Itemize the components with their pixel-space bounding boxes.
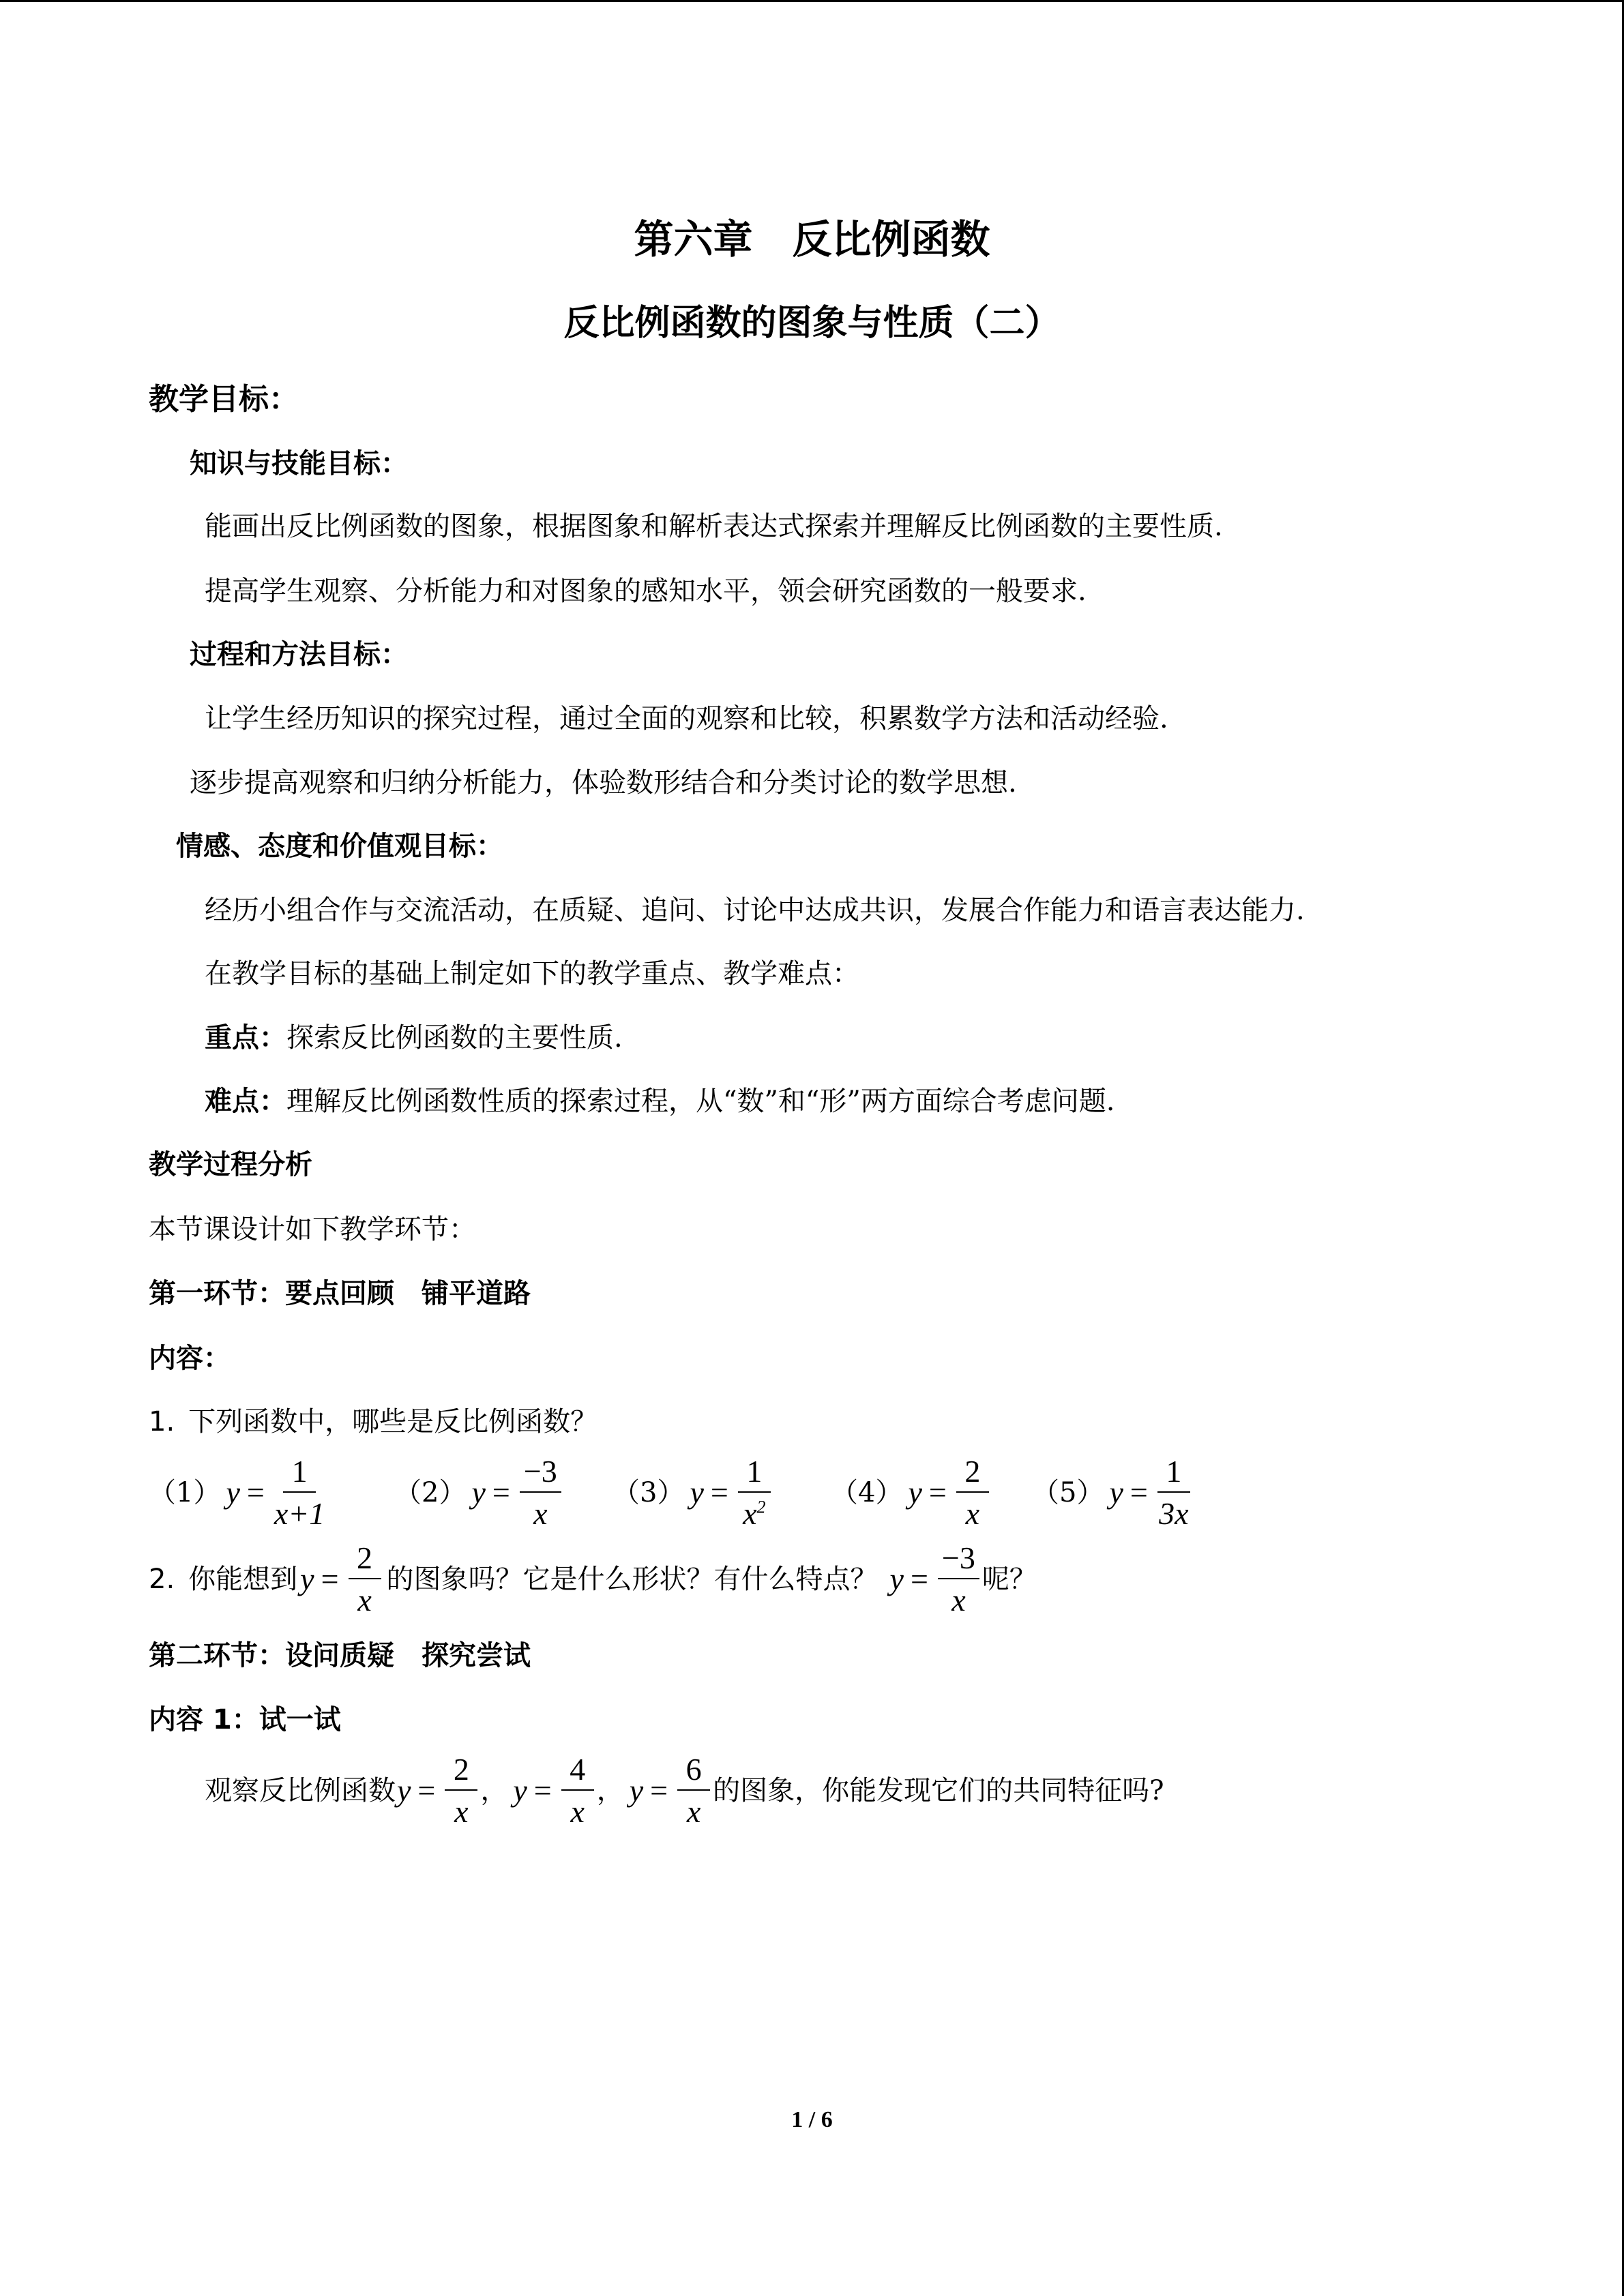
fraction: $\frac{4}{x}$: [561, 1754, 594, 1828]
difficulty-label: 难点：: [205, 1086, 286, 1117]
knowledge-goal-2: 提高学生观察、分析能力和对图象的感知水平，领会研究函数的一般要求.: [205, 576, 1087, 607]
knowledge-goal-1: 能画出反比例函数的图象，根据图象和解析表达式探索并理解反比例函数的主要性质.: [205, 511, 1223, 542]
content-heading: 内容：: [149, 1343, 231, 1374]
emotion-goal-1: 经历小组合作与交流活动，在质疑、追问、讨论中达成共识，发展合作能力和语言表达能力.: [205, 895, 1305, 926]
option-5: （5） y = $\frac{1}{3x}$: [1032, 1456, 1193, 1530]
difficulty-text: 理解反比例函数性质的探索过程，从“数”和“形”两方面综合考虑问题.: [286, 1086, 1115, 1117]
difficulty-point: [205, 1088, 1115, 1115]
key-point-label: 重点：: [205, 1022, 286, 1054]
option-3: （3） y = $\frac{1}{x^2}$: [612, 1456, 773, 1530]
key-point-text: 探索反比例函数的主要性质.: [286, 1022, 623, 1054]
emotion-heading: 情感、态度和价值观目标：: [176, 831, 503, 862]
page-subtitle: 反比例函数的图象与性质（二）: [563, 303, 1061, 344]
fraction: $\frac{-3}{x}$: [938, 1542, 979, 1616]
stage2-heading: 第二环节：设问质疑 探究尝试: [149, 1640, 531, 1671]
process-heading: 过程和方法目标：: [190, 639, 408, 670]
question-1: 1. 下列函数中，哪些是反比例函数？: [149, 1406, 598, 1437]
fraction: $\frac{2}{x}$: [956, 1456, 989, 1530]
process-goal-1: 让学生经历知识的探究过程，通过全面的观察和比较，积累数学方法和活动经验.: [205, 703, 1168, 734]
option-2: （2） y = $\frac{-3}{x}$: [394, 1456, 564, 1530]
process-analysis-heading: 教学过程分析: [149, 1149, 312, 1180]
process-analysis-intro: 本节课设计如下教学环节：: [149, 1214, 476, 1245]
fraction: $\frac{-3}{x}$: [520, 1456, 561, 1530]
fraction: $\frac{2}{x}$: [349, 1542, 381, 1616]
fraction: $\frac{1}{3x}$: [1157, 1456, 1190, 1530]
observe-question: 观察反比例函数 y = $\frac{2}{x}$ ， y = $\frac{4}{x}$ ， y = $\frac{6}{x}$ 的图象，你能发现它们的共同特征吗?: [205, 1752, 1164, 1829]
fraction: $\frac{1}{x^2}$: [738, 1456, 771, 1530]
knowledge-heading: 知识与技能目标：: [190, 448, 408, 479]
key-point: [205, 1024, 623, 1052]
option-1: （1） y = $\frac{1}{x+1}$: [149, 1454, 325, 1531]
emotion-goal-2: 在教学目标的基础上制定如下的教学重点、教学难点：: [205, 958, 859, 989]
page-number: 1 / 6: [791, 2107, 833, 2132]
stage1-heading: 第一环节：要点回顾 铺平道路: [149, 1278, 531, 1309]
question-2: 2. 你能想到 y = $\frac{2}{x}$ 的图象吗？它是什么形状？有什么特点？ y = $\frac{-3}{x}$ 呢？: [149, 1540, 1037, 1617]
process-goal-2: 逐步提高观察和归纳分析能力，体验数形结合和分类讨论的数学思想.: [190, 767, 1017, 799]
page-title: 第六章 反比例函数: [634, 216, 990, 263]
goals-heading: 教学目标：: [149, 382, 299, 417]
fraction: $\frac{1}{x+1}$: [274, 1454, 325, 1531]
page-border-top: [0, 0, 1624, 2]
content1-heading: 内容 1：试一试: [149, 1704, 341, 1735]
option-4: （4） y = $\frac{2}{x}$: [831, 1456, 992, 1530]
fraction: $\frac{2}{x}$: [445, 1754, 477, 1828]
fraction: $\frac{6}{x}$: [677, 1754, 710, 1828]
